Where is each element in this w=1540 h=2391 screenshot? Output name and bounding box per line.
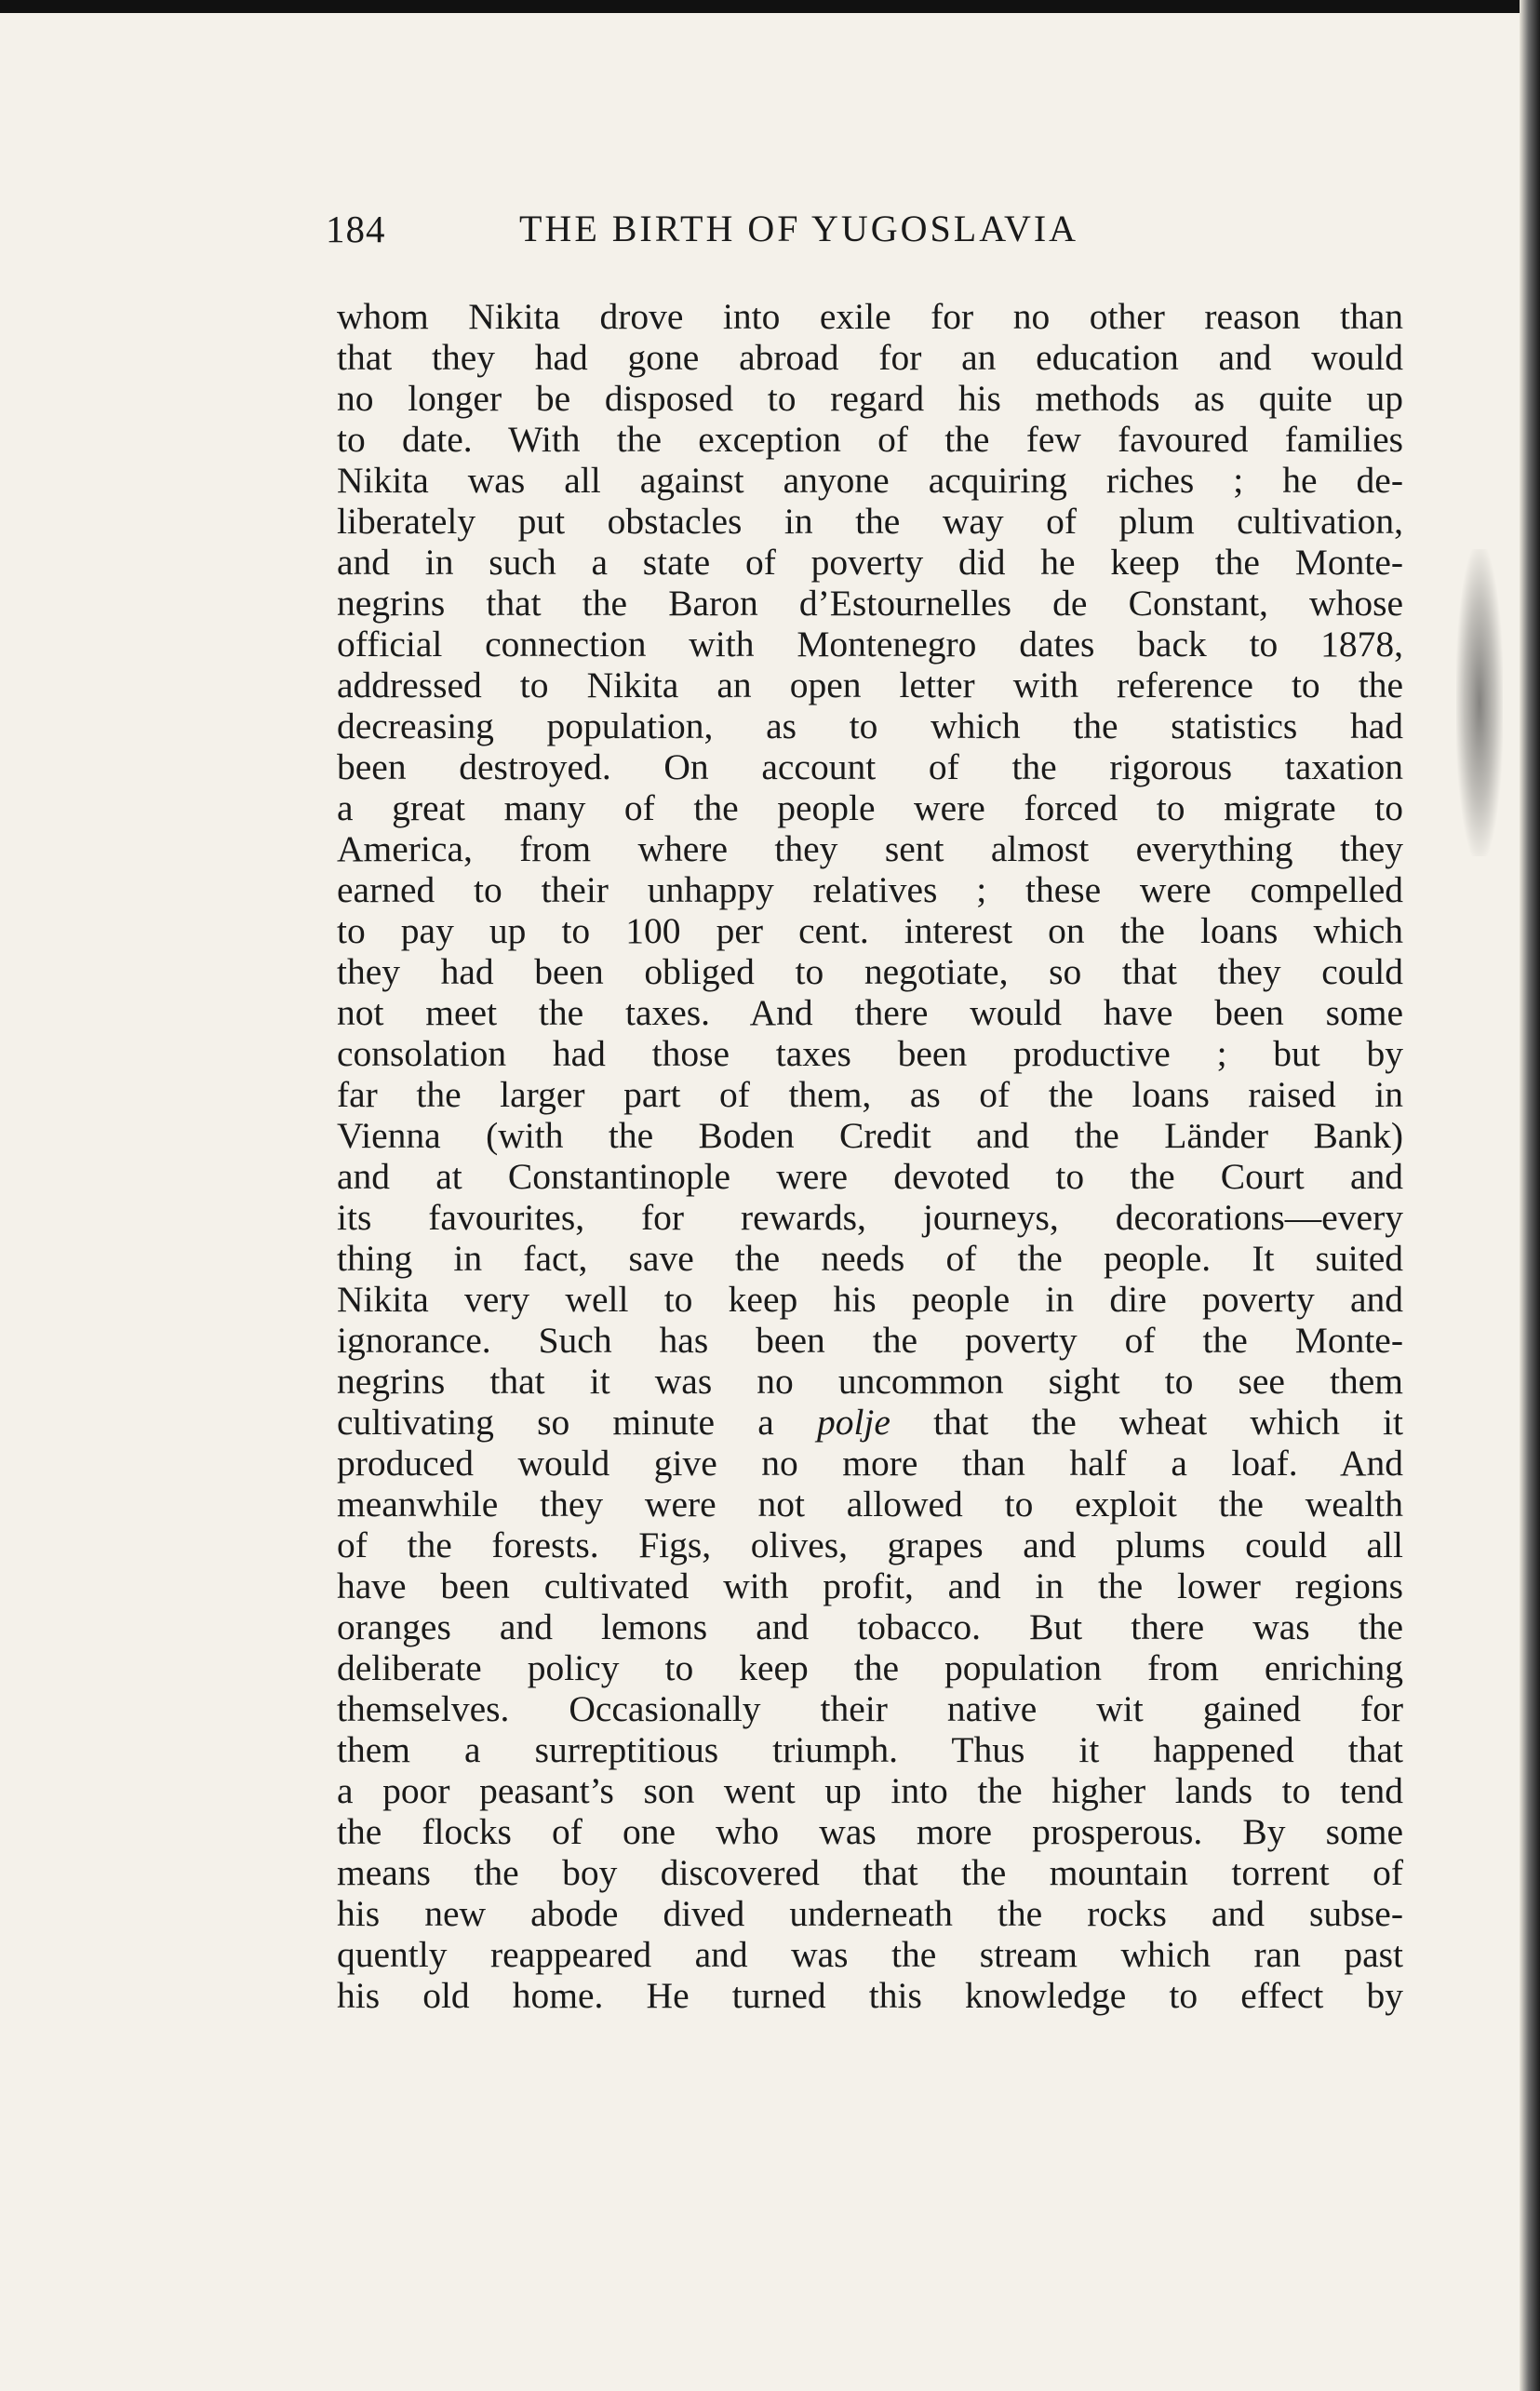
text-line: deliberate policy to keep the population from enriching — [337, 1647, 1403, 1688]
text-line: Nikita was all against anyone acquiring riches ; he de- — [337, 460, 1403, 501]
text-line: Nikita very well to keep his people in dire poverty and — [337, 1279, 1403, 1320]
text-line: them a surreptitious triumph. Thus it happened that — [337, 1729, 1403, 1770]
text-line: his new abode dived underneath the rocks and subse- — [337, 1893, 1403, 1934]
text-segment: that the wheat which it — [890, 1402, 1403, 1443]
text-line-with-italic — [337, 1402, 1403, 1443]
text-line: not meet the taxes. And there would have been some — [337, 992, 1403, 1033]
text-line: Vienna (with the Boden Credit and the Länder Bank) — [337, 1115, 1403, 1156]
text-line: means the boy discovered that the mountain torrent of — [337, 1852, 1403, 1893]
text-line: of the forests. Figs, olives, grapes and plums could all — [337, 1525, 1403, 1565]
text-line: liberately put obstacles in the way of plum cultivation, — [337, 501, 1403, 542]
text-line: a poor peasant’s son went up into the higher lands to tend — [337, 1770, 1403, 1811]
text-line: whom Nikita drove into exile for no other reason than — [337, 296, 1403, 337]
text-line: America, from where they sent almost everything they — [337, 828, 1403, 869]
text-line: consolation had those taxes been productive ; but by — [337, 1033, 1403, 1074]
text-line: to date. With the exception of the few favoured families — [337, 419, 1403, 460]
text-line: the flocks of one who was more prosperous. By some — [337, 1811, 1403, 1852]
text-line: a great many of the people were forced to migrate to — [337, 787, 1403, 828]
page-number: 184 — [326, 208, 386, 250]
text-line: his old home. He turned this knowledge to effect by — [337, 1975, 1403, 2016]
page-right-edge-shadow — [1520, 0, 1540, 2391]
body-text — [337, 296, 1403, 2016]
text-line: quently reappeared and was the stream which ran past — [337, 1934, 1403, 1975]
text-line: themselves. Occasionally their native wit gained for — [337, 1688, 1403, 1729]
text-line: negrins that it was no uncommon sight to see them — [337, 1361, 1403, 1402]
text-line: earned to their unhappy relatives ; these were compelled — [337, 869, 1403, 910]
text-line: oranges and lemons and tobacco. But there was the — [337, 1606, 1403, 1647]
text-line: thing in fact, save the needs of the people. It suited — [337, 1238, 1403, 1279]
text-segment: cultivating so minute a — [337, 1402, 817, 1443]
text-line: its favourites, for rewards, journeys, decorations—every — [337, 1197, 1403, 1238]
page-edge-smudge — [1456, 549, 1503, 856]
text-line: they had been obliged to negotiate, so that they could — [337, 951, 1403, 992]
text-line: decreasing population, as to which the statistics had — [337, 705, 1403, 746]
text-line: been destroyed. On account of the rigorous taxation — [337, 746, 1403, 787]
text-line: meanwhile they were not allowed to exploit the wealth — [337, 1484, 1403, 1525]
text-line: addressed to Nikita an open letter with reference to the — [337, 665, 1403, 705]
text-line: far the larger part of them, as of the loans raised in — [337, 1074, 1403, 1115]
text-line: have been cultivated with profit, and in the lower regions — [337, 1565, 1403, 1606]
running-title: THE BIRTH OF YUGOSLAVIA — [519, 208, 1079, 249]
text-line: ignorance. Such has been the poverty of the Monte- — [337, 1320, 1403, 1361]
page-header — [326, 207, 1396, 262]
text-line: that they had gone abroad for an education and would — [337, 337, 1403, 378]
text-line: no longer be disposed to regard his methods as quite up — [337, 378, 1403, 419]
text-line: official connection with Montenegro dates back to 1878, — [337, 624, 1403, 665]
page-top-border — [0, 0, 1540, 13]
italic-word-polje: polje — [816, 1402, 891, 1443]
text-line: to pay up to 100 per cent. interest on the loans which — [337, 910, 1403, 951]
text-line: negrins that the Baron d’Estournelles de Constant, whose — [337, 583, 1403, 624]
text-line: produced would give no more than half a loaf. And — [337, 1443, 1403, 1484]
text-line: and at Constantinople were devoted to the Court and — [337, 1156, 1403, 1197]
text-line: and in such a state of poverty did he keep the Monte- — [337, 542, 1403, 583]
